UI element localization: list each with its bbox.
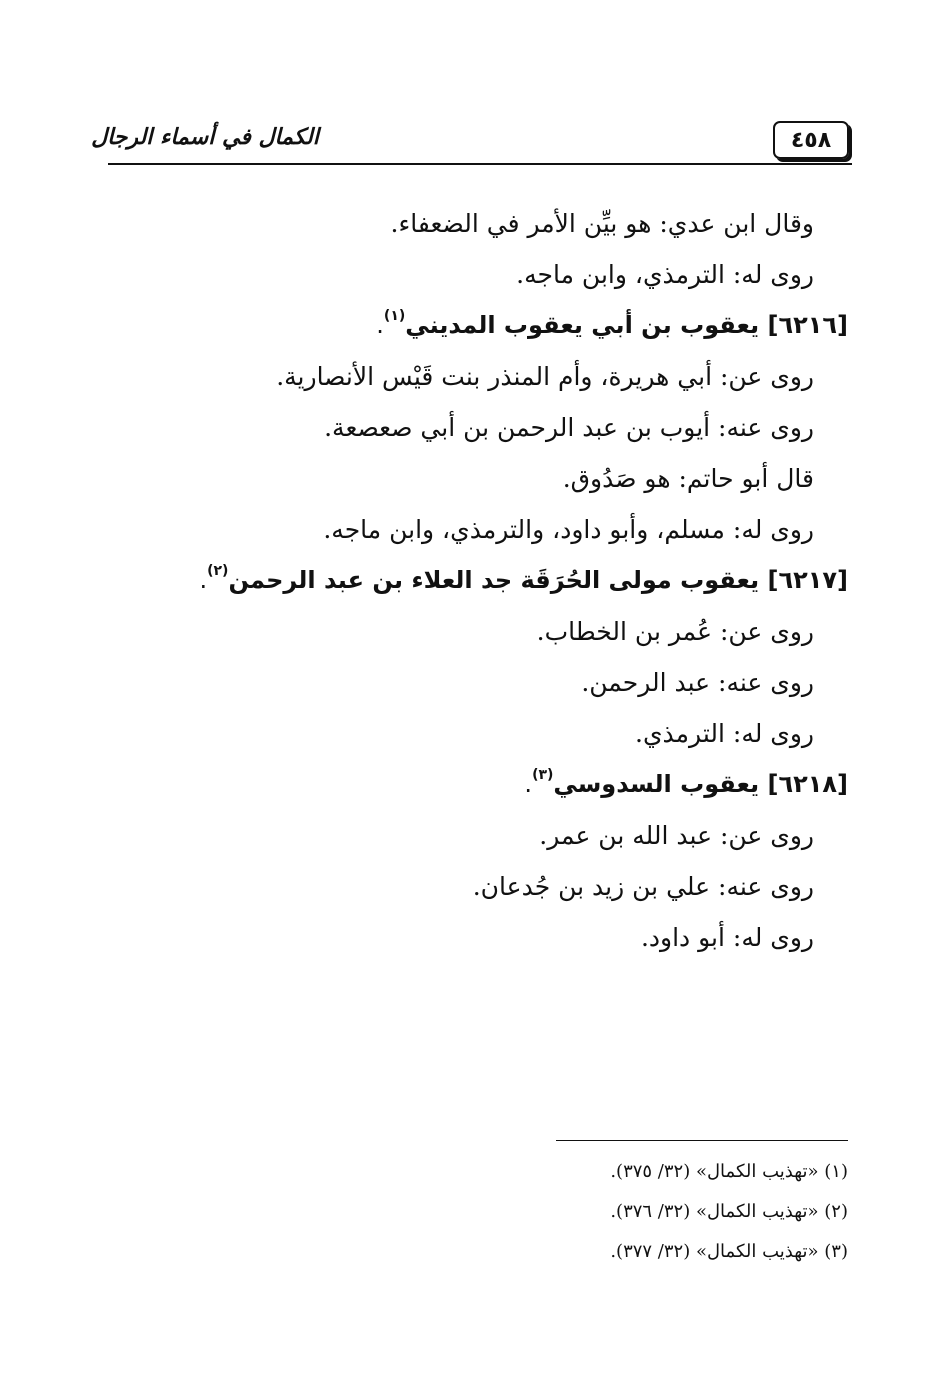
entry-heading bbox=[110, 300, 848, 351]
text-line: روى له: الترمذي. bbox=[635, 719, 814, 748]
footnote-ref: (٢) bbox=[207, 563, 229, 579]
entry-number: [٦٢١٦] bbox=[767, 311, 848, 339]
text-line: روى عن: عبد الله بن عمر. bbox=[539, 821, 814, 850]
text-line: قال أبو حاتم: هو صَدُوق. bbox=[562, 464, 814, 493]
text-line: وقال ابن عدي: هو بيِّن الأمر في الضعفاء. bbox=[390, 209, 814, 238]
footnote-rule bbox=[556, 1140, 848, 1141]
footnotes bbox=[500, 1152, 848, 1272]
text-line: روى له: أبو داود. bbox=[640, 923, 814, 952]
footnote-ref: (١) bbox=[383, 308, 406, 324]
text-line: روى عن: عُمر بن الخطاب. bbox=[536, 617, 814, 646]
text-line: روى عنه: أيوب بن عبد الرحمن بن أبي صعصعة. bbox=[324, 413, 814, 442]
header-rule bbox=[108, 163, 852, 165]
entry-number: [٦٢١٧] bbox=[767, 566, 848, 594]
footnote: (١) «تهذيب الكمال» (٣٢/ ٣٧٥). bbox=[610, 1161, 848, 1182]
entry-name: يعقوب السدوسي bbox=[553, 770, 760, 798]
entry-name: يعقوب بن أبي يعقوب المديني bbox=[405, 311, 760, 339]
entry-name: يعقوب مولى الحُرَقَة جد العلاء بن عبد الرحمن bbox=[228, 566, 760, 594]
entry-heading bbox=[110, 759, 848, 810]
entry-heading bbox=[110, 555, 848, 606]
footnote: (٢) «تهذيب الكمال» (٣٢/ ٣٧٦). bbox=[610, 1201, 848, 1222]
main-text bbox=[110, 198, 848, 963]
text-line: روى عنه: عبد الرحمن. bbox=[581, 668, 814, 697]
page-number: ٤٥٨ bbox=[773, 121, 849, 159]
text-line: روى عن: أبي هريرة، وأم المنذر بنت قَيْس الأنصارية. bbox=[276, 362, 814, 391]
running-title: الكمال في أسماء الرجال bbox=[91, 124, 319, 150]
period: . bbox=[524, 770, 533, 798]
footnote-ref: (٣) bbox=[532, 767, 554, 783]
text-line: روى له: مسلم، وأبو داود، والترمذي، وابن ماجه. bbox=[323, 515, 814, 544]
period: . bbox=[199, 566, 208, 594]
text-line: روى عنه: علي بن زيد بن جُدعان. bbox=[472, 872, 814, 901]
text-line: روى له: الترمذي، وابن ماجه. bbox=[516, 260, 814, 289]
period: . bbox=[376, 311, 384, 339]
entry-number: [٦٢١٨] bbox=[767, 770, 848, 798]
footnote: (٣) «تهذيب الكمال» (٣٢/ ٣٧٧). bbox=[610, 1241, 848, 1262]
